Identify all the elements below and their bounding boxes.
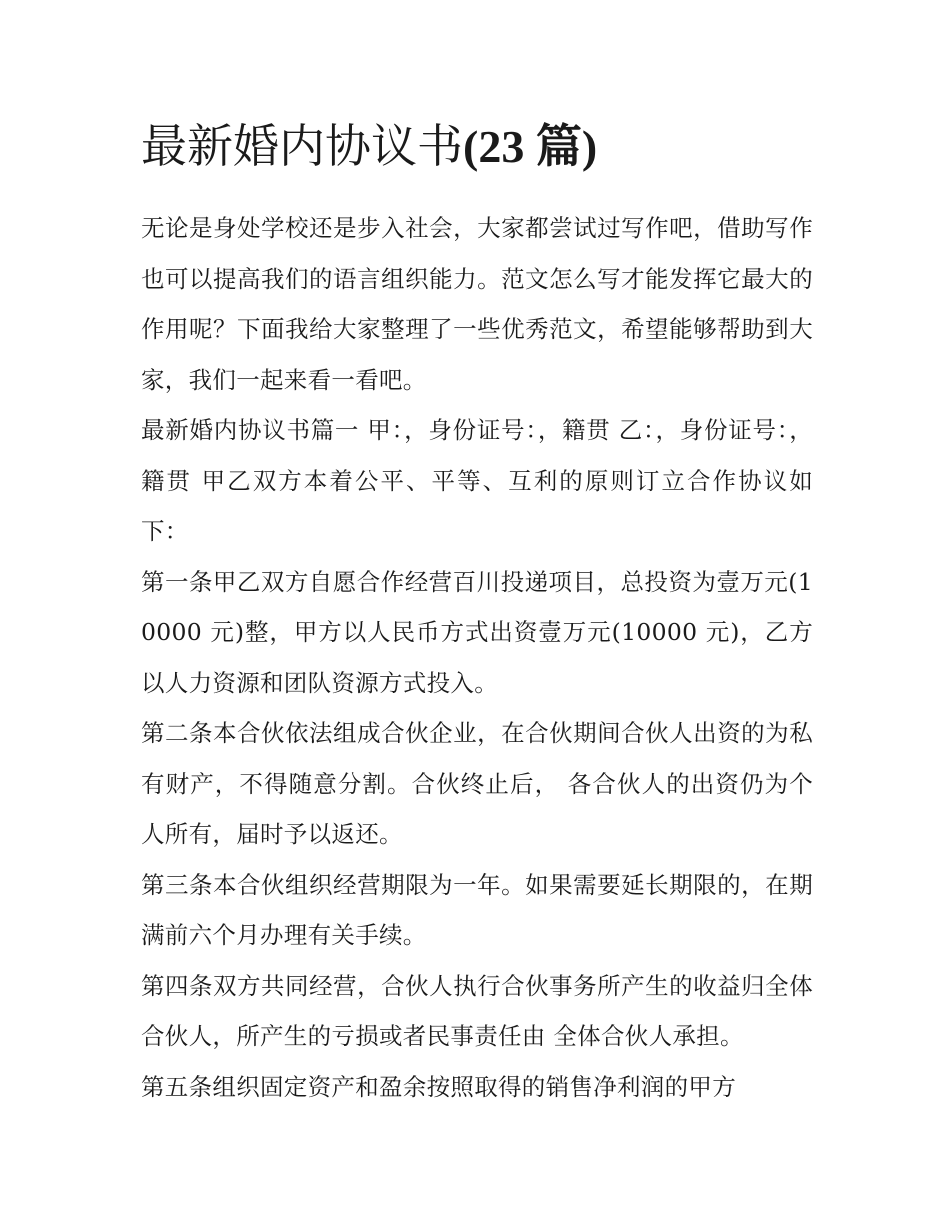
paragraph-article-4: 第四条双方共同经营，合伙人执行合伙事务所产生的收益归全体合伙人，所产生的亏损或者民事责任由 全体合伙人承担。 [141, 971, 813, 1050]
paragraph-article-1: 第一条甲乙双方自愿合作经营百川投递项目，总投资为壹万元(10000 元)整，甲方以人民币方式出资壹万元(10000 元)，乙方以人力资源和团队资源方式投入。 [141, 567, 813, 697]
title-main: 最新婚内协议书 [141, 119, 463, 173]
paragraph-intro: 无论是身处学校还是步入社会，大家都尝试过写作吧，借助写作也可以提高我们的语言组织能力。范文怎么写才能发挥它最大的作用呢？下面我给大家整理了一些优秀范文，希望能够帮助到大家，我们一起来看一看吧。 [141, 214, 813, 394]
paragraph-parties: 最新婚内协议书篇一 甲：，身份证号：，籍贯 乙：，身份证号：，籍贯 甲乙双方本着公平、平等、互利的原则订立合作协议如下： [141, 416, 813, 545]
paragraph-article-3: 第三条本合伙组织经营期限为一年。如果需要延长期限的，在期满前六个月办理有关手续。 [141, 870, 813, 949]
paragraph-article-5: 第五条组织固定资产和盈余按照取得的销售净利润的甲方 [141, 1072, 736, 1101]
title-count: (23 篇) [463, 121, 598, 172]
document-body [141, 112, 813, 1112]
document-title [141, 112, 813, 181]
paragraph-article-2: 第二条本合伙依法组成合伙企业，在合伙期间合伙人出资的为私有财产，不得随意分割。合伙终止后， 各合伙人的出资仍为个人所有，届时予以返还。 [141, 719, 813, 848]
